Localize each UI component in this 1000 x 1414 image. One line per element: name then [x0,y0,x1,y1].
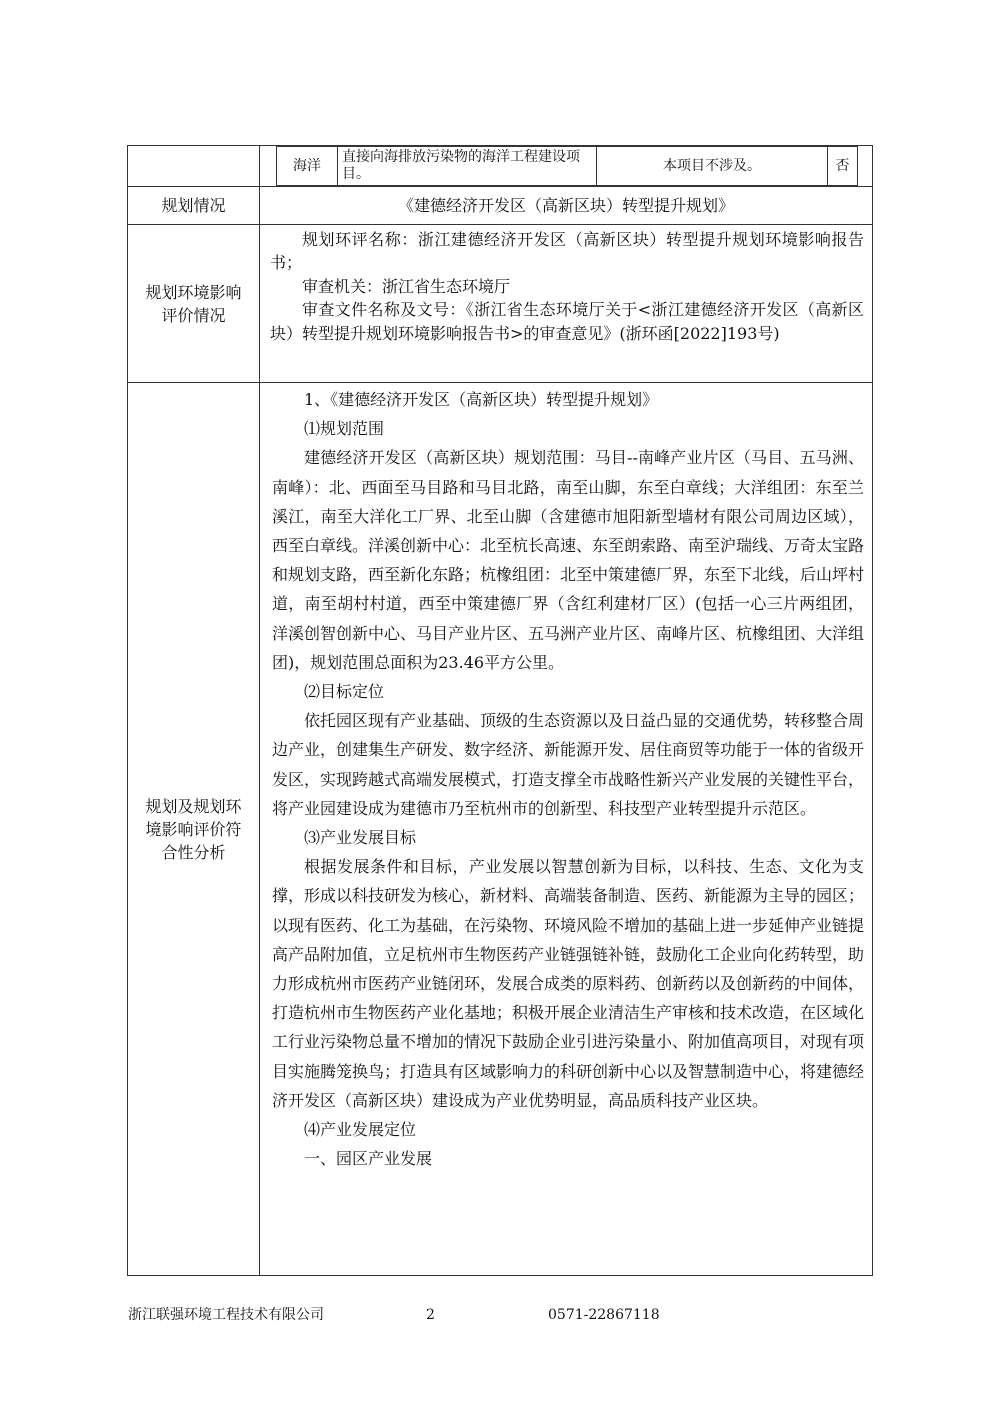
eia-report-name: 规划环评名称：浙江建德经济开发区（高新区块）转型提升规划环境影响报告书； [270,230,864,273]
inner-table-wrap [260,146,872,186]
analysis-label [128,383,260,1276]
eia-row [128,225,873,383]
ocean-category: 海洋 [277,147,338,186]
scope-heading: ⑴规划范围 [304,419,385,439]
ocean-result: 否 [828,147,858,186]
ocean-assessment: 本项目不涉及。 [597,147,828,186]
analysis-label-text: 规划及规划环境影响评价符合性分析 [145,796,242,862]
analysis-title: 1、《建德经济开发区（高新区块）转型提升规划》 [304,390,659,409]
footer-company: 浙江联强环境工程技术有限公司 [128,1307,324,1323]
ocean-row-label-empty [128,146,260,187]
position-heading: ⑷产业发展定位 [304,1120,417,1140]
position-sub: 一、园区产业发展 [304,1149,433,1169]
industry-text: 根据发展条件和目标，产业发展以智慧创新为目标，以科技、生态、文化为支撑，形成以科技研发为核心，新材料、高端装备制造、医药、新能源为主导的园区；以现有医药、化工为基础，在污染物、环境风险不增加的基础上进一步延伸产业链提高产品附加值，立足杭州市生物医药产业链强链补链，鼓励化工企业向化药转型，助力形成杭州市医药产业链闭环，发展合成类的原料药、创新药以及创新药的中间体，打造杭州市生物医药产业化基地；积极开展企业清洁生产审核和技术改造，在区域化工行业污染物总量不增加的情况下鼓励企业引进污染量小、附加值高项目，对现有项目实施腾笼换鸟；打造具有区域影响力的科研创新中心以及智慧制造中心，将建德经济开发区（高新区块）建设成为产业优势明显，高品质科技产业区块。 [272,857,865,1110]
industry-heading: ⑶产业发展目标 [304,828,417,848]
ocean-inner-table [276,146,858,186]
planning-row [128,187,873,225]
planning-label: 规划情况 [128,187,260,225]
goal-text: 依托园区现有产业基础、顶级的生态资源以及日益凸显的交通优势，转移整合周边产业，创建集生产研发、数字经济、新能源开发、居住商贸等功能于一体的省级开发区，实现跨越式高端发展模式，打造支撑全市战略性新兴产业发展的关键性平台，将产业园建设成为建德市乃至杭州市的创新型、科技型产业转型提升示范区。 [272,711,865,818]
eia-content [260,225,873,383]
ocean-row-content [260,146,873,187]
ocean-condition: 直接向海排放污染物的海洋工程建设项目。 [338,147,597,186]
goal-heading: ⑵目标定位 [304,682,385,702]
eia-review-document: 审查文件名称及文号：《浙江省生态环境厅关于<浙江建德经济开发区（高新区块）转型提升规划环境影响报告书>的审查意见》(浙环函[2022]193号) [270,300,864,343]
ocean-row [128,146,873,187]
footer-page-number: 2 [426,1307,435,1323]
footer-phone: 0571-22867118 [548,1307,660,1323]
analysis-row [128,383,873,1276]
eia-label-text: 规划环境影响评价情况 [145,282,242,325]
eia-label [128,225,260,383]
planning-value: 《建德经济开发区（高新区块）转型提升规划》 [260,187,873,225]
analysis-content [260,383,873,1276]
eia-review-authority: 审查机关：浙江省生态环境厅 [302,276,511,296]
scope-text: 建德经济开发区（高新区块）规划范围：马目--南峰产业片区（马目、五马洲、南峰）：北、西面至马目路和马目北路，南至山脚，东至白章线；大洋组团：东至兰溪江，南至大洋化工厂界、北至山脚（含建德市旭阳新型墙材有限公司周边区域），西至白章线。洋溪创新中心：北至杭长高速、东至朗索路、南至沪瑞线、万奇太宝路和规划支路，西至新化东路；杭橡组团：北至中策建德厂界，东至下北线，后山坪村道，南至胡村村道，西至中策建德厂界（含红利建材厂区）(包括一心三片两组团，洋溪创智创新中心、马目产业片区、五马洲产业片区、南峰片区、杭橡组团、大洋组团)，规划范围总面积为23.46平方公里。 [272,448,865,672]
main-table [127,145,873,1276]
